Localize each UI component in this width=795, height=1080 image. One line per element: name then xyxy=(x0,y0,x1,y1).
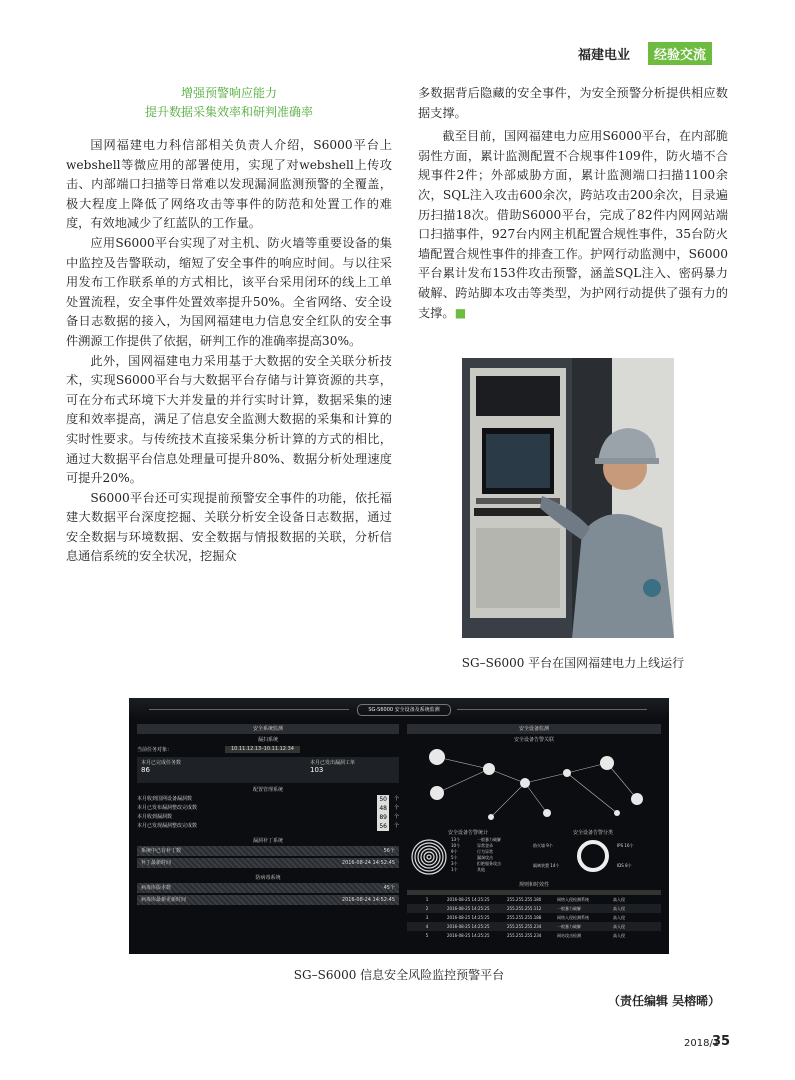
right-panel-tab: 安全设备监测 xyxy=(407,724,661,734)
footer-issue: 2018/1 xyxy=(684,1038,720,1049)
section-title: 配置管理系统 xyxy=(252,787,283,793)
ring-chart xyxy=(575,838,611,874)
left-panel xyxy=(137,724,399,950)
photo-illustration xyxy=(462,358,674,638)
paragraph-continuation: 多数据背后隐藏的安全事件，为安全预警分析提供相应数据支撑。 xyxy=(418,86,728,120)
right-column xyxy=(418,84,728,323)
stat-block xyxy=(310,759,355,781)
alarm-stats xyxy=(407,829,529,879)
events-table xyxy=(407,890,661,940)
radial-chart xyxy=(409,837,449,877)
section-tag: 经验交流 xyxy=(648,42,712,65)
left-panel-tab: 安全系统监测 xyxy=(137,724,399,734)
stat-value: 86 xyxy=(141,766,150,774)
dashboard-titlebar xyxy=(129,698,669,720)
dashboard-screenshot xyxy=(129,698,669,954)
paragraph: 国网福建电力科信部相关负责人介绍，S6000平台上webshell等微应用的部署使用，实现了对webshell上传攻击、内部端口扫描等日常难以发现漏洞监测预警的全覆盖，极大程度上降低了网络攻击等事件的防范和处置工作的难度，有效地减少了红蓝队的工作量。 xyxy=(66,138,392,231)
editor-credit: （责任编辑 吴榕晞） xyxy=(608,994,721,1008)
section-title: 防病毒系统 xyxy=(255,875,281,881)
class-label: 隔离装置 14个 xyxy=(533,863,560,868)
current-task-label: 当前任务对象： xyxy=(137,747,173,753)
list-item: 本月收到漏洞数 89 个 xyxy=(137,814,399,821)
radial-labels: 13个 10个 9个 5个 3个 1个 xyxy=(451,837,461,872)
paragraph: 应用S6000平台实现了对主机、防火墙等重要设备的集中监控及告警联动，缩短了安全事件的响应时间。与以往采用发布工作联系单的方式相比，该平台采用闭环的线上工单处置流程，安全事件处置效率提升50%。全省网络、安全设备日志数据的接入，为国网福建电力信息安全红队的安全事件溯源工作提供了依据，研判工作的准确率提高30%。 xyxy=(66,235,392,348)
chart-legend: 一般暴力破解 异常登录 行为异常 漏洞攻击 拒绝服务攻击 其他 xyxy=(477,837,501,872)
page-header xyxy=(578,44,707,63)
stat-label: 本月已发出漏洞工单 xyxy=(309,760,355,766)
list-item: 本月收到国网设备漏洞数 50 个 xyxy=(137,796,399,803)
end-mark: ■ xyxy=(454,305,467,320)
section-title: 安全设备告警关联 xyxy=(513,737,554,743)
paragraph: 此外，国网福建电力采用基于大数据的安全关联分析技术，实现S6000平台与大数据平台存储与计算资源的共享，可在分布式环境下大并发量的并行实时计算，数据采集的速度和效率提高，满足了信息安全监测大数据的采集和计算的实时性要求。与传统技术直接采集分析计算的方式的相比，通过大数据平台信息处理量可提升80%、数据分析处理速度可提升20%。 xyxy=(66,353,392,486)
left-column xyxy=(66,84,392,567)
section-title: 安全设备告警分类 xyxy=(572,830,613,836)
relation-graph xyxy=(407,743,661,827)
current-task-row xyxy=(137,746,399,753)
photo-engineer-at-cabinet xyxy=(462,358,674,638)
table-row: 4 2016-08-25 14:25:25 255.255.255.234 一般暴力破解 高入侵 xyxy=(407,922,661,931)
section-title: 漏洞补丁系统 xyxy=(252,838,283,844)
class-label: IDS 8个 xyxy=(617,863,632,868)
section-title: 漏扫系统 xyxy=(257,737,278,743)
paragraph xyxy=(418,127,728,323)
list-item: 补丁最新时间 2016-08-24 14:52:45 xyxy=(137,858,399,868)
dashboard-title: SG-S6000 安全设备及系统监测 xyxy=(357,704,451,716)
mgmt-list xyxy=(137,795,399,831)
alarm-classes xyxy=(529,829,657,879)
list-item: 系统中已有补丁数 56个 xyxy=(137,846,399,856)
class-label: 防火墙 9个 xyxy=(533,843,553,848)
stat-value: 103 xyxy=(309,766,324,774)
table-row: 2 2016-08-25 14:25:25 255.255.255.112 一般暴力破解 高入侵 xyxy=(407,904,661,913)
titlebar-line xyxy=(149,709,349,710)
class-label: IPS 16个 xyxy=(617,843,634,848)
section-heading-2: 提升数据采集效率和研判准确率 xyxy=(144,105,313,119)
section-heading-1: 增强预警响应能力 xyxy=(180,86,277,100)
footer-page-number: 35 xyxy=(712,1034,731,1049)
table-row: 3 2016-08-25 14:25:25 255.255.255.188 网络入侵检测系统 高入侵 xyxy=(425,915,625,920)
section-title: 安全设备告警统计 xyxy=(447,830,488,836)
table-row: 1 2016-08-25 14:25:25 255.255.255.180 网络入侵检测系统 高入侵 xyxy=(425,897,625,902)
stats-row xyxy=(137,757,399,783)
stat-block xyxy=(141,759,181,781)
dashboard-caption: SG–S6000 信息安全风险监控预警平台 xyxy=(293,968,505,982)
titlebar-line xyxy=(457,709,647,710)
stat-label: 本月已完成任务数 xyxy=(141,760,182,766)
right-panel xyxy=(407,724,661,950)
list-item: 本月已发现漏洞整改完成数 56 个 xyxy=(137,823,399,830)
section-title: 规则和时效性 xyxy=(518,882,549,888)
list-item: 本月已发布漏洞整改完成数 48 个 xyxy=(137,805,399,812)
list-item: 病毒库最新更新时间 2016-08-24 14:52:45 xyxy=(137,895,399,905)
paragraph-text: 截至目前，国网福建电力应用S6000平台，在内部脆弱性方面，累计监测配置不合规事件109件，防火墙不合规事件2件；外部威胁方面，累计监测端口扫描1100余次，SQL注入攻击600余次，跨站攻击200余次，目录遍历扫描18次。借助S6000平台，完成了82件内网网站端口扫描事件，927台内网主机配置合规性事件，35台防火墙配置合规性事件的排查工作。护网行动监测中，S6000平台累计发布153件攻击预警，涵盖SQL注入、密码暴力破解、跨站脚本攻击等类型，为护网行动提供了强有力的支撑。 xyxy=(418,129,728,320)
table-row: 5 2016-08-25 14:25:25 255.255.255.234 网站攻击检测 高入侵 xyxy=(425,933,625,938)
current-task-value: 10.11.12.13–10.11.12.34 xyxy=(225,746,300,753)
list-item: 病毒库版本数 45个 xyxy=(137,883,399,893)
paragraph: S6000平台还可实现提前预警安全事件的功能，依托福建大数据平台深度挖掘、关联分析安全设备日志数据，通过安全数据与环境数据、安全数据与情报数据的关联，分析信息通信系统的安全状况，挖掘众 xyxy=(66,490,392,564)
brand-name: 福建电业 xyxy=(578,48,631,63)
photo-caption: SG–S6000 平台在国网福建电力上线运行 xyxy=(461,656,685,670)
stats-row xyxy=(407,829,661,879)
